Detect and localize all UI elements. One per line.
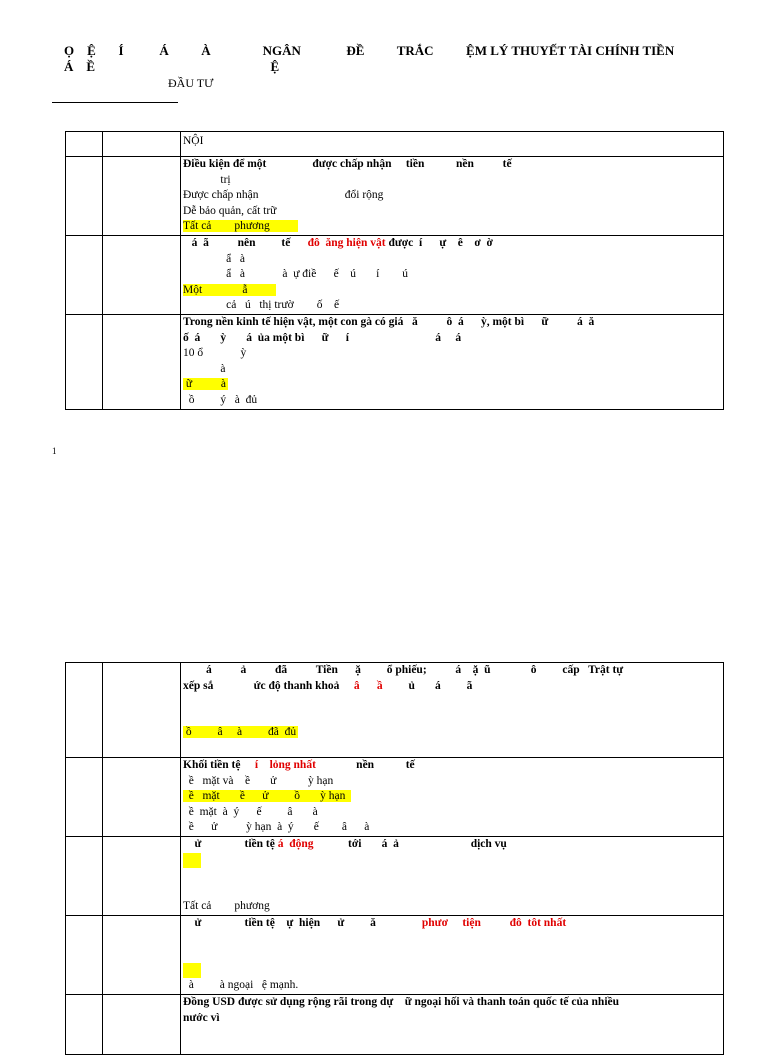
correct-answer: ữ à [183,378,226,390]
answer-option: cả ú thị trườ ố ế [183,299,340,311]
answer-option: Được chấp nhận đổi rộng [183,189,384,201]
document-title-line2: Á Ề Ệ [64,59,280,74]
answer-option: trị [183,173,231,186]
answer-option: 10 ổ ỳ [183,347,247,359]
number-cell [66,236,103,315]
question-text: ử tiền tệ á động tới á ả dịch vụ [183,838,507,850]
emphasis-text: í lỏng nhất [254,759,316,771]
number-cell [66,995,103,1055]
blank-cell [103,236,181,315]
content-cell [181,132,724,157]
correct-answer: Một ẫ [183,284,276,296]
answer-option: ồ ý à đủ [183,393,258,406]
answer-option: ề mặt và ề ử ỳ hạn [183,774,334,787]
page-number: 1 [52,446,57,456]
question-text: ố á ỳ á ủa một bì ữ í á á [183,331,462,344]
question-text: nước vì [183,1011,220,1024]
question-text: ử tiền tệ ự hiện ử ă phươ tiện đô tôt nhất [183,917,567,929]
table-row [66,315,724,410]
number-cell [66,157,103,236]
table-row [66,236,724,315]
answer-option: à à ngoại ệ mạnh. [183,979,299,991]
number-cell [66,758,103,837]
blank-cell [103,132,181,157]
correct-answer: ồ â à đã đủ [183,726,297,738]
table-row [66,663,724,758]
highlight-mark [183,963,201,978]
content-cell [181,916,724,995]
question-text: Khối tiền tệ í lỏng nhất nền tế [183,759,415,771]
correct-answer: Tất cả phương [183,220,298,232]
number-cell [66,916,103,995]
number-cell [66,315,103,410]
content-cell [181,663,724,758]
emphasis-text: phươ tiện đô tôt nhất [421,917,567,929]
question-table-1 [65,131,724,410]
answer-option: ẩ à à ự điề ế ú í ú [183,268,409,280]
answer-option: Dễ bảo quản, cất trữ [183,204,277,217]
blank-cell [103,758,181,837]
table-row [66,995,724,1055]
content-cell [181,837,724,916]
number-cell [66,837,103,916]
answer-option: ề mặt à ý ế â à [183,805,318,818]
document-title-line1: Ọ Ệ Í Á À NGÂN ĐỀ TRẮC ỆM LÝ THUYẾT TÀI CHÍNH TIỀN [64,43,675,58]
table-row [66,157,724,236]
number-cell [66,132,103,157]
question-text: Đồng USD được sử dụng rộng rãi trong dự ữ ngoại hối và thanh toán quốc tế của nhiều [183,996,620,1008]
blank-cell [103,663,181,758]
content-cell [181,995,724,1055]
table-row [66,916,724,995]
document-subtitle: ĐẦU TƯ [168,76,214,90]
question-text: xếp sắ ức độ thanh khoả â ầ ủ á ã [183,679,473,692]
table-row [66,758,724,837]
question-text: á ả đã Tiền ặ ổ phiếu; á ặ ũ ô cấp Trật tự [183,664,624,676]
content-cell [181,758,724,837]
answer-option: Tất cả phương [183,900,270,912]
number-cell [66,663,103,758]
question-text: NỘI [183,135,204,147]
table-row [66,132,724,157]
emphasis-text: â ầ [353,679,383,692]
answer-option: à [183,362,226,375]
content-cell [181,236,724,315]
question-text: Điều kiện để một được chấp nhận tiền nền tế [183,158,512,170]
question-table-2 [65,662,724,1055]
content-cell [181,157,724,236]
question-text: Trong nền kinh tế hiện vật, một con gà có giá ă ô á ỳ, một bì ữ á ă [183,316,595,328]
blank-cell [103,315,181,410]
answer-option: ề ử ỳ hạn à ý ế â à [183,821,370,833]
answer-option: ẩ à [183,252,245,265]
blank-cell [103,916,181,995]
emphasis-text: á động [277,838,314,850]
question-text: á ã nên tế đô ăng hiện vật được í ự ê ơ ờ [183,237,493,249]
blank-cell [103,995,181,1055]
emphasis-text: đô ăng hiện vật [307,237,386,249]
content-cell [181,315,724,410]
blank-cell [103,157,181,236]
correct-answer: ề mặt ề ử ồ ỳ hạn [183,790,351,802]
footnote-separator [52,102,178,103]
table-row [66,837,724,916]
blank-cell [103,837,181,916]
highlight-mark [183,853,201,868]
